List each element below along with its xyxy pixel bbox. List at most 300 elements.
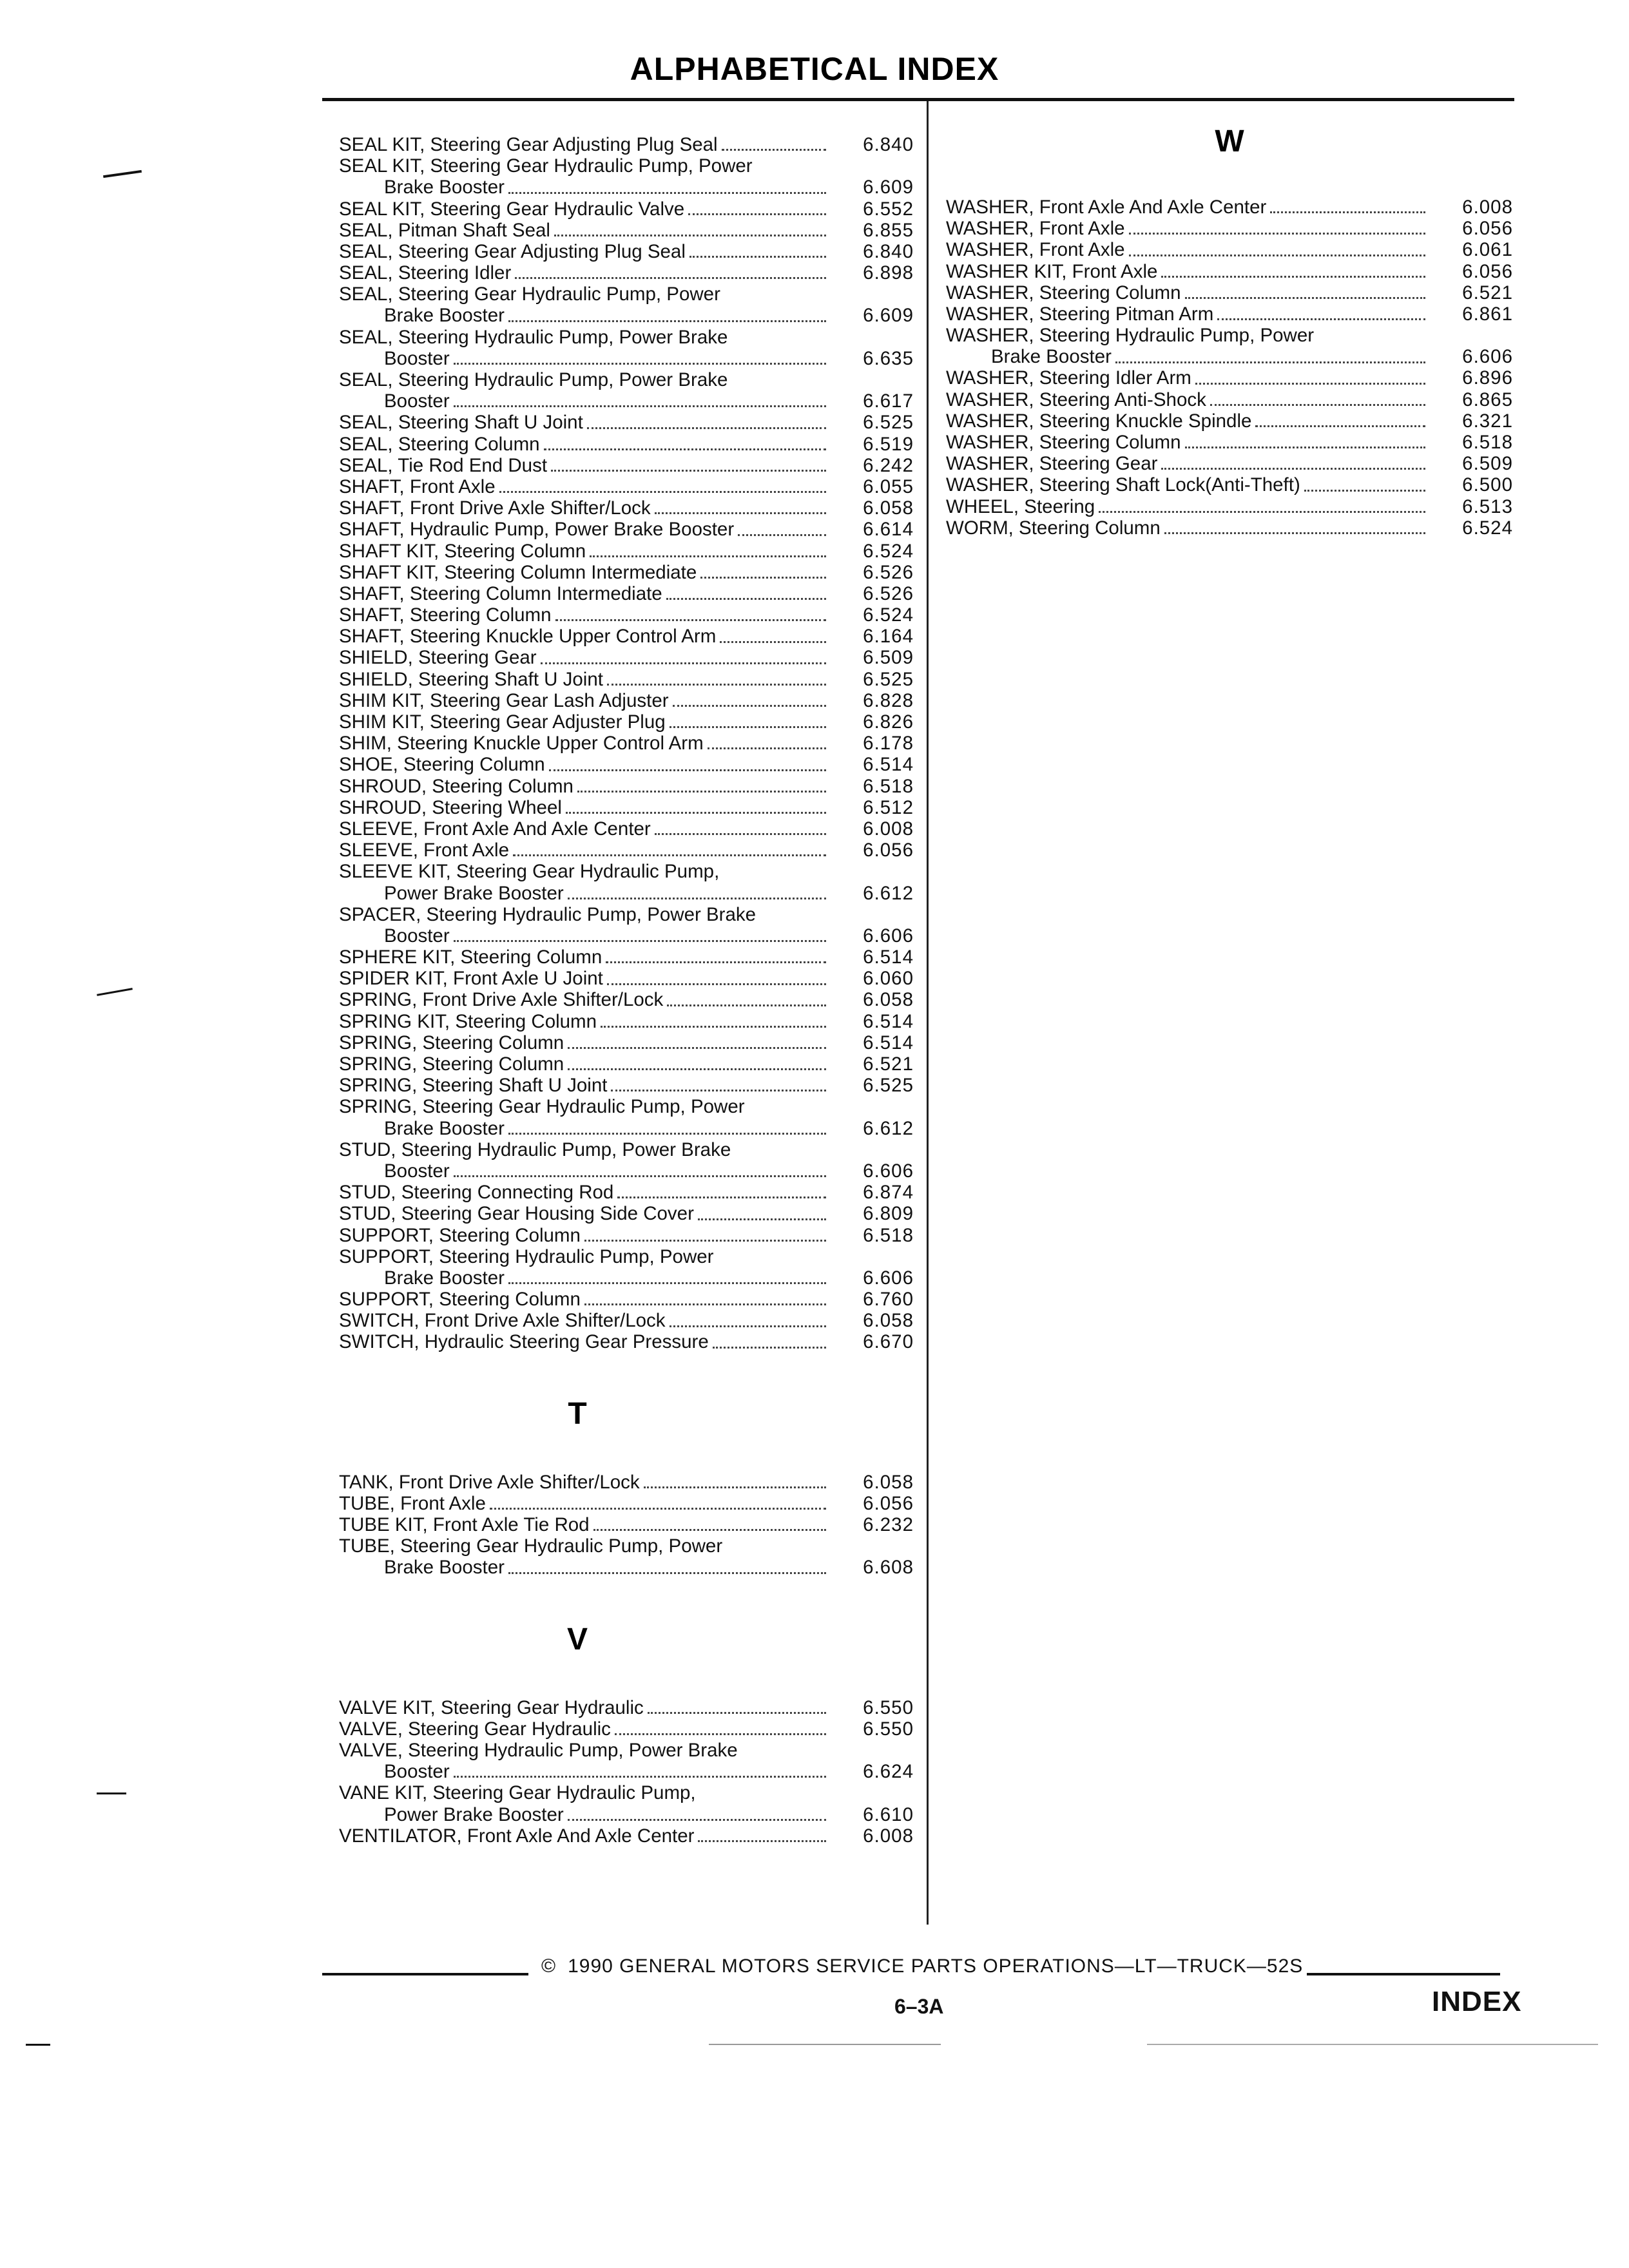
entry-line [339,1139,914,1160]
index-entry [339,904,914,947]
entry-text: VALVE, Steering Hydraulic Pump, Power Brake [339,1739,738,1761]
index-entry [339,861,914,903]
dot-leader [1185,447,1425,448]
dot-leader [670,1325,826,1327]
entry-text: SHAFT, Steering Column [339,604,552,626]
entry-page-number: 6.524 [863,604,914,626]
entry-line [339,669,914,690]
entry-page-number: 6.060 [863,968,914,990]
entry-line [339,648,914,669]
entry-line [339,1514,914,1535]
entry-line [946,303,1513,325]
entry-page-number: 6.164 [863,626,914,648]
dot-leader [454,363,826,365]
index-entry [339,1782,914,1825]
entry-line [339,541,914,562]
entry-text: Power Brake Booster [384,882,564,904]
entry-line [339,1493,914,1514]
entry-line [946,517,1513,539]
dot-leader [568,1819,826,1821]
index-entry [339,626,914,647]
dot-leader [566,812,826,814]
entry-line [339,1782,914,1803]
scan-mark [1147,2044,1598,2045]
footer-rule-right [1307,1973,1500,1975]
entry-page-number: 6.865 [1462,389,1513,410]
entry-text: SPRING, Steering Gear Hydraulic Pump, Power [339,1096,745,1118]
dot-leader [454,1175,826,1177]
entry-line [339,220,914,241]
index-entry [339,241,914,262]
entry-text: Brake Booster [384,177,505,198]
index-entry [339,669,914,690]
entry-line [339,904,914,925]
entry-text: Booster [384,347,450,369]
entry-page-number: 6.524 [863,540,914,562]
entry-page-number: 6.614 [863,519,914,541]
column-divider [927,101,929,1925]
dot-leader [549,769,826,771]
entry-text: VENTILATOR, Front Axle And Axle Center [339,1825,695,1847]
entry-line [339,776,914,797]
dot-leader [1304,490,1425,492]
entry-text: SHIM KIT, Steering Gear Adjuster Plug [339,711,666,733]
entry-page-number: 6.898 [863,262,914,284]
entry-text: WASHER, Steering Anti-Shock [946,389,1206,410]
dot-leader [577,791,826,793]
dot-leader [601,1026,826,1028]
entry-page-number: 6.509 [863,647,914,669]
entry-text: STUD, Steering Connecting Rod [339,1182,614,1204]
entry-page-number: 6.521 [1462,282,1513,303]
dot-leader [568,1068,826,1070]
entry-page-number: 6.609 [863,305,914,327]
entry-page-number: 6.525 [863,668,914,690]
dot-leader [508,320,826,322]
index-entry [339,733,914,754]
entry-text: SPHERE KIT, Steering Column [339,947,602,968]
entry-page-number: 6.896 [1462,367,1513,389]
entry-line [339,861,914,882]
index-entry [946,282,1513,303]
section-letter-v: V [566,1622,588,1657]
entry-text: TUBE, Front Axle [339,1492,486,1514]
index-section [339,1398,914,1579]
index-entry [339,369,914,412]
dot-leader [688,213,826,215]
dot-leader [720,641,826,643]
entry-page-number: 6.058 [863,1310,914,1332]
entry-page-number: 6.526 [863,561,914,583]
entry-text: SHAFT, Steering Knuckle Upper Control Arm [339,626,717,648]
dot-leader [666,598,826,600]
entry-text: WASHER, Steering Knuckle Spindle [946,410,1252,432]
entry-text: WORM, Steering Column [946,517,1161,539]
dot-leader [1270,211,1425,213]
entry-line [946,389,1513,410]
entry-continuation-line [339,348,914,369]
entry-page-number: 6.521 [863,1053,914,1075]
dot-leader [1217,318,1425,320]
entry-page-number: 6.874 [863,1182,914,1204]
entry-line [339,754,914,775]
index-entry [339,455,914,476]
entry-text: WASHER, Steering Hydraulic Pump, Power [946,325,1315,347]
dot-leader [568,1047,826,1049]
entry-text: SHIM KIT, Steering Gear Lash Adjuster [339,689,669,711]
dot-leader [689,256,826,258]
index-entry [339,541,914,562]
entry-continuation-line [339,925,914,947]
entry-page-number: 6.612 [863,1117,914,1139]
dot-leader [454,405,826,407]
entry-line [339,1718,914,1740]
entry-page-number: 6.514 [863,947,914,968]
index-entry [339,754,914,775]
dot-leader [1129,255,1425,256]
entry-line [339,455,914,476]
index-entry [946,496,1513,517]
entry-text: SEAL KIT, Steering Gear Hydraulic Pump, Power [339,155,753,177]
scan-mark [26,2044,50,2046]
index-entry [339,327,914,369]
entry-line [339,155,914,177]
entry-line [339,1332,914,1353]
entry-text: SPRING, Steering Column [339,1053,564,1075]
entry-line [339,990,914,1011]
entry-text: SWITCH, Hydraulic Steering Gear Pressure [339,1331,709,1353]
entry-page-number: 6.624 [863,1761,914,1783]
dot-leader [584,1303,826,1305]
index-entry [339,797,914,818]
entry-line [946,325,1513,346]
entry-line [946,410,1513,432]
entry-line [339,1075,914,1096]
entry-text: VALVE KIT, Steering Gear Hydraulic [339,1696,644,1718]
entry-line [339,711,914,733]
index-entry [339,818,914,840]
entry-page-number: 6.828 [863,689,914,711]
entry-page-number: 6.606 [863,1267,914,1289]
dot-leader [508,192,826,194]
dot-leader [700,577,826,579]
entry-page-number: 6.635 [863,347,914,369]
entry-line [339,583,914,604]
footer-copyright [541,1956,1303,1977]
dot-leader [606,961,826,963]
scan-mark [103,170,142,178]
entry-text: SWITCH, Front Drive Axle Shifter/Lock [339,1310,666,1332]
entry-line [339,134,914,155]
entry-text: SHAFT KIT, Steering Column Intermediate [339,561,697,583]
entry-line [946,432,1513,453]
entry-page-number: 6.524 [1462,517,1513,539]
entry-text: Booster [384,1160,450,1182]
entry-page-number: 6.525 [863,412,914,434]
entry-text: SHIM, Steering Knuckle Upper Control Arm [339,733,704,754]
index-section [339,1624,914,1847]
footer-rule-left [322,1973,528,1975]
entry-line [339,1011,914,1032]
entry-text: SHROUD, Steering Column [339,775,574,797]
entry-line [339,1310,914,1331]
entry-page-number: 6.606 [863,925,914,947]
entry-line [339,604,914,626]
header-rule [322,98,1514,101]
entry-line [339,1225,914,1246]
entry-line [946,496,1513,517]
dot-leader [568,898,826,899]
entry-page-number: 6.809 [863,1203,914,1225]
index-entry [946,368,1513,389]
entry-continuation-line [339,390,914,412]
dot-leader [587,427,826,429]
dot-leader [1129,233,1425,235]
entry-page-number: 6.514 [863,754,914,776]
entry-text: WASHER, Steering Column [946,282,1181,303]
index-entry [339,690,914,711]
page-title: ALPHABETICAL INDEX [630,51,999,87]
index-section [339,134,914,1353]
entry-text: SEAL, Pitman Shaft Seal [339,219,550,241]
entry-page-number: 6.552 [863,198,914,220]
dot-leader [555,619,826,621]
entry-line [339,327,914,348]
entry-line [946,368,1513,389]
entry-line [339,690,914,711]
entry-line [339,497,914,519]
entry-page-number: 6.512 [863,796,914,818]
dot-leader [499,491,826,493]
entry-text: TUBE, Steering Gear Hydraulic Pump, Power [339,1535,723,1557]
entry-text: SEAL, Steering Shaft U Joint [339,412,583,434]
entry-text: SHOE, Steering Column [339,754,545,776]
entry-line [339,797,914,818]
dot-leader [1195,383,1425,385]
entry-continuation-line [339,1160,914,1182]
entry-line [339,733,914,754]
entry-line [339,968,914,989]
index-entry [339,1514,914,1535]
entry-page-number: 6.670 [863,1331,914,1353]
entry-line [339,840,914,861]
entry-page-number: 6.525 [863,1075,914,1097]
entry-text: SEAL, Steering Column [339,433,540,455]
entry-text: WASHER, Front Axle [946,218,1125,240]
entry-text: SPACER, Steering Hydraulic Pump, Power Brake [339,903,757,925]
entry-page-number: 6.321 [1462,410,1513,432]
dot-leader [1115,361,1425,363]
entry-line [339,1032,914,1053]
entry-line [339,284,914,305]
index-entry [946,410,1513,432]
index-entry [339,840,914,861]
entry-line [946,282,1513,303]
entry-page-number: 6.058 [863,989,914,1011]
entry-line [339,434,914,455]
index-entry [339,1182,914,1203]
dot-leader [590,555,826,557]
entry-page-number: 6.861 [1462,303,1513,325]
entry-continuation-line [339,177,914,198]
entry-text: TUBE KIT, Front Axle Tie Rod [339,1514,590,1536]
entry-line [339,1472,914,1493]
index-entry [339,648,914,669]
entry-line [339,198,914,220]
index-entry [339,198,914,220]
index-entry [339,155,914,198]
entry-line [339,562,914,583]
dot-leader [698,1840,826,1842]
entry-page-number: 6.610 [863,1803,914,1825]
entry-text: WASHER, Steering Column [946,432,1181,454]
entry-line [339,476,914,497]
entry-text: SHIELD, Steering Gear [339,647,537,669]
entry-text: SUPPORT, Steering Column [339,1289,581,1311]
entry-text: SPRING KIT, Steering Column [339,1010,597,1032]
index-entry [339,434,914,455]
entry-page-number: 6.518 [1462,432,1513,454]
index-entry [339,262,914,284]
entry-page-number: 6.056 [1462,218,1513,240]
index-entry [946,197,1513,218]
entry-text: SPIDER KIT, Front Axle U Joint [339,968,603,990]
index-entry [339,1535,914,1578]
entry-line [339,262,914,284]
dot-leader [607,684,826,686]
index-entry [946,432,1513,453]
index-entry [946,218,1513,239]
entry-line [339,1697,914,1718]
index-entry [339,1075,914,1096]
dot-leader [667,1004,826,1006]
entry-text: SHAFT, Steering Column Intermediate [339,582,662,604]
index-column-left [339,134,914,1847]
entry-page-number: 6.058 [863,497,914,519]
entry-page-number: 6.055 [863,476,914,497]
dot-leader [722,149,826,151]
index-entry [339,1203,914,1224]
dot-leader [508,1282,826,1284]
index-entry [339,1139,914,1182]
entry-page-number: 6.526 [863,582,914,604]
entry-page-number: 6.242 [863,454,914,476]
index-entry [339,134,914,155]
entry-page-number: 6.056 [863,1492,914,1514]
index-entry [946,453,1513,474]
dot-leader [713,1347,826,1349]
entry-line [946,261,1513,282]
index-entry [339,519,914,540]
entry-line [339,412,914,433]
index-entry [339,1718,914,1740]
entry-text: VANE KIT, Steering Gear Hydraulic Pump, [339,1782,696,1804]
entry-continuation-line [339,1761,914,1782]
entry-page-number: 6.056 [863,840,914,861]
index-entry [946,261,1513,282]
entry-text: STUD, Steering Hydraulic Pump, Power Brake [339,1139,731,1160]
entry-page-number: 6.056 [1462,260,1513,282]
index-entry [339,1225,914,1246]
entry-text: WASHER KIT, Front Axle [946,260,1158,282]
index-entry [339,476,914,497]
entry-page-number: 6.518 [863,775,914,797]
entry-line [339,947,914,968]
entry-text: SEAL, Steering Idler [339,262,512,284]
entry-text: SHAFT KIT, Steering Column [339,540,586,562]
dot-leader [670,726,826,728]
dot-leader [1185,297,1425,299]
entry-text: WHEEL, Steering [946,495,1095,517]
index-entry [339,1493,914,1514]
entry-page-number: 6.550 [863,1718,914,1740]
index-entry [946,239,1513,260]
entry-line [339,519,914,540]
entry-text: Brake Booster [384,1117,505,1139]
entry-page-number: 6.840 [863,240,914,262]
entry-text: SEAL, Steering Gear Adjusting Plug Seal [339,240,686,262]
dot-leader [454,1776,826,1778]
index-entry [339,947,914,968]
entry-page-number: 6.550 [863,1696,914,1718]
entry-line [339,1053,914,1075]
dot-leader [454,940,826,942]
entry-text: Booster [384,390,450,412]
entry-text: SUPPORT, Steering Hydraulic Pump, Power [339,1245,714,1267]
copyright-symbol: © [541,1956,557,1977]
entry-page-number: 6.061 [1462,239,1513,261]
entry-page-number: 6.008 [863,818,914,840]
entry-line [339,1246,914,1267]
dot-leader [508,1133,826,1135]
index-entry [946,389,1513,410]
dot-leader [490,1508,826,1510]
index-entry [339,1697,914,1718]
entry-text: SUPPORT, Steering Column [339,1224,581,1246]
entry-continuation-line [339,305,914,327]
entry-page-number: 6.518 [863,1224,914,1246]
entry-text: SHAFT, Hydraulic Pump, Power Brake Booster [339,519,735,541]
dot-leader [1099,511,1425,513]
entry-continuation-line [339,1118,914,1139]
section-label: INDEX [1432,1986,1522,2017]
index-entry [339,990,914,1011]
dot-leader [673,705,826,707]
entry-page-number: 6.606 [1462,346,1513,368]
dot-leader [1255,425,1425,427]
entry-page-number: 6.514 [863,1032,914,1053]
index-entry [339,604,914,626]
entry-line [946,453,1513,474]
entry-page-number: 6.840 [863,133,914,155]
entry-text: SPRING, Front Drive Axle Shifter/Lock [339,989,664,1011]
entry-text: SEAL KIT, Steering Gear Hydraulic Valve [339,198,685,220]
index-column-right [946,197,1513,539]
entry-line [339,241,914,262]
entry-line [339,626,914,647]
dot-leader [607,983,826,985]
index-entry [339,412,914,433]
entry-text: SEAL, Steering Gear Hydraulic Pump, Power [339,284,720,305]
index-entry [946,474,1513,495]
index-entry [339,1011,914,1032]
entry-text: SEAL, Steering Hydraulic Pump, Power Brake [339,369,728,391]
entry-text: WASHER, Steering Shaft Lock(Anti-Theft) [946,474,1300,496]
scan-mark [97,1792,126,1794]
entry-page-number: 6.178 [863,733,914,754]
entry-text: Brake Booster [384,1267,505,1289]
dot-leader [708,747,826,749]
